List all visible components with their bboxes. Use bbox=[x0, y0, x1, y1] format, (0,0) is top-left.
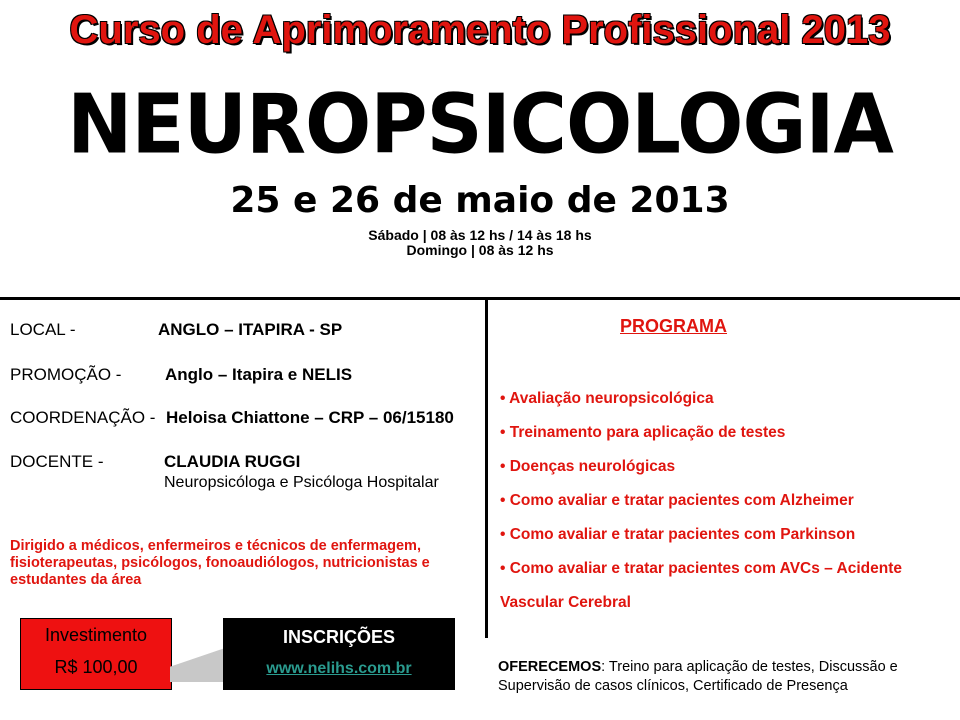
program-item: • Avaliação neuropsicológica bbox=[500, 390, 714, 407]
offerings-text: : Treino para aplicação de testes, Discussão e Supervisão de casos clínicos, Certificado de Presença bbox=[498, 659, 898, 694]
program-item: • Como avaliar e tratar pacientes com Parkinson bbox=[500, 526, 856, 543]
offerings-label: OFERECEMOS bbox=[498, 659, 602, 675]
schedule-saturday: Sábado | 08 às 12 hs / 14 às 18 hs bbox=[368, 227, 592, 243]
target-audience: Dirigido a médicos, enfermeiros e técnicos de enfermagem, fisioterapeutas, psicólogos, fonoaudiólogos, nutricionistas e estudantes da área bbox=[10, 538, 430, 588]
promocao-row bbox=[10, 365, 353, 385]
schedule bbox=[0, 228, 960, 258]
docente-role: Neuropsicóloga e Psicóloga Hospitalar bbox=[164, 474, 439, 491]
local-label: LOCAL - bbox=[10, 320, 76, 339]
investment-value: R$ 100,00 bbox=[54, 657, 138, 677]
connector-shape bbox=[170, 648, 225, 682]
registration-link[interactable]: www.nelihs.com.br bbox=[266, 660, 412, 677]
investment-label: Investimento bbox=[44, 625, 148, 645]
event-date: 25 e 26 de maio de 2013 bbox=[230, 180, 730, 221]
docente-row bbox=[10, 452, 301, 472]
docente-label: DOCENTE - bbox=[10, 452, 104, 471]
coordenacao-label: COORDENAÇÃO - bbox=[10, 408, 156, 427]
page-title: NEUROPSICOLOGIA bbox=[67, 77, 893, 173]
course-heading: Curso de Aprimoramento Profissional 2013 bbox=[69, 8, 891, 52]
program-item: Vascular Cerebral bbox=[500, 594, 631, 611]
investment-box bbox=[20, 618, 172, 690]
coordenacao-row bbox=[10, 408, 454, 428]
program-item: • Como avaliar e tratar pacientes com AVCs – Acidente bbox=[500, 560, 902, 577]
horizontal-divider bbox=[0, 297, 960, 300]
coordenacao-value: Heloisa Chiattone – CRP – 06/15180 bbox=[166, 408, 454, 427]
vertical-divider bbox=[485, 298, 488, 638]
program-item: • Como avaliar e tratar pacientes com Alzheimer bbox=[500, 492, 854, 509]
promocao-value: Anglo – Itapira e NELIS bbox=[165, 365, 353, 384]
schedule-sunday: Domingo | 08 às 12 hs bbox=[406, 242, 554, 258]
offerings bbox=[498, 658, 958, 696]
program-item: • Doenças neurológicas bbox=[500, 458, 676, 475]
promocao-label: PROMOÇÃO - bbox=[10, 365, 122, 384]
program-list bbox=[500, 382, 960, 620]
program-item: • Treinamento para aplicação de testes bbox=[500, 424, 786, 441]
registration-box bbox=[223, 618, 455, 690]
local-row bbox=[10, 320, 343, 340]
program-title: PROGRAMA bbox=[620, 316, 727, 336]
registration-label: INSCRIÇÕES bbox=[282, 627, 396, 647]
docente-name: CLAUDIA RUGGI bbox=[164, 452, 301, 471]
local-value: ANGLO – ITAPIRA - SP bbox=[158, 320, 343, 339]
